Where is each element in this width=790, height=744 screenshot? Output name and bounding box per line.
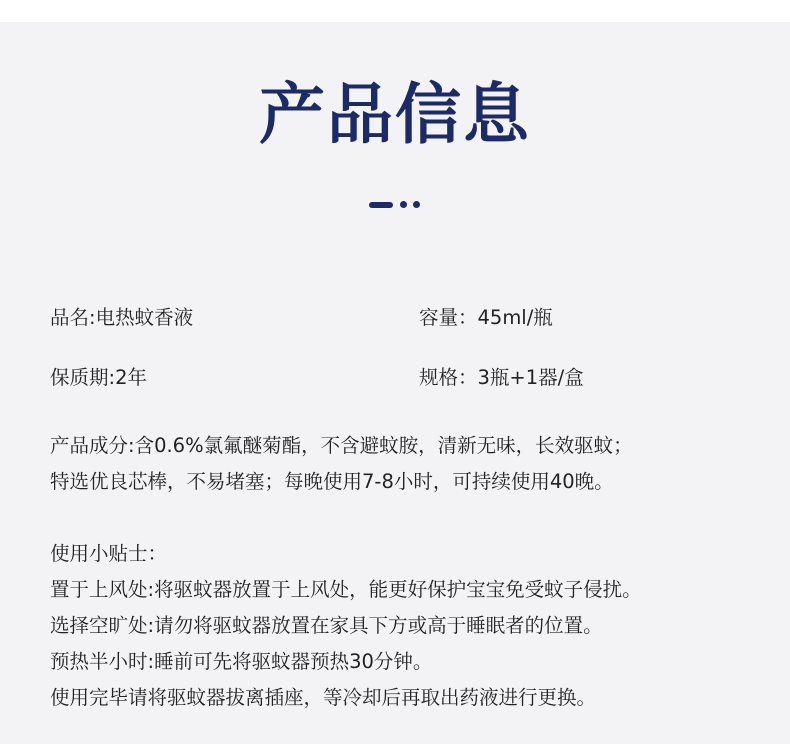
tips-heading: 使用小贴士： (50, 542, 168, 565)
tip-item: 选择空旷处:请勿将驱蚊器放置在家具下方或高于睡眠者的位置。 (50, 614, 603, 637)
tip-item: 使用完毕请将驱蚊器拔离插座，等冷却后再取出药液进行更换。 (50, 686, 597, 709)
page-title: 产品信息 (259, 76, 531, 153)
spec-capacity: 容量：45ml/瓶 (419, 306, 553, 329)
divider-dot (400, 201, 407, 208)
tip-item: 预热半小时:睡前可先将驱蚊器预热30分钟。 (50, 650, 433, 673)
ingredients-line-2: 特选优良芯棒，不易堵塞；每晚使用7-8小时，可持续使用40晚。 (50, 470, 614, 493)
spec-shelf-life: 保质期:2年 (50, 366, 147, 389)
ingredients-line-1: 产品成分:含0.6%氯氟醚菊酯，不含避蚊胺，清新无味，长效驱蚊； (50, 434, 633, 457)
title-divider (369, 200, 429, 210)
tip-item: 置于上风处:将驱蚊器放置于上风处，能更好保护宝宝免受蚊子侵扰。 (50, 578, 642, 601)
spec-package: 规格：3瓶+1器/盒 (419, 366, 584, 389)
spec-product-name: 品名:电热蚊香液 (50, 306, 194, 329)
divider-dash (369, 202, 393, 208)
divider-dot (413, 201, 420, 208)
